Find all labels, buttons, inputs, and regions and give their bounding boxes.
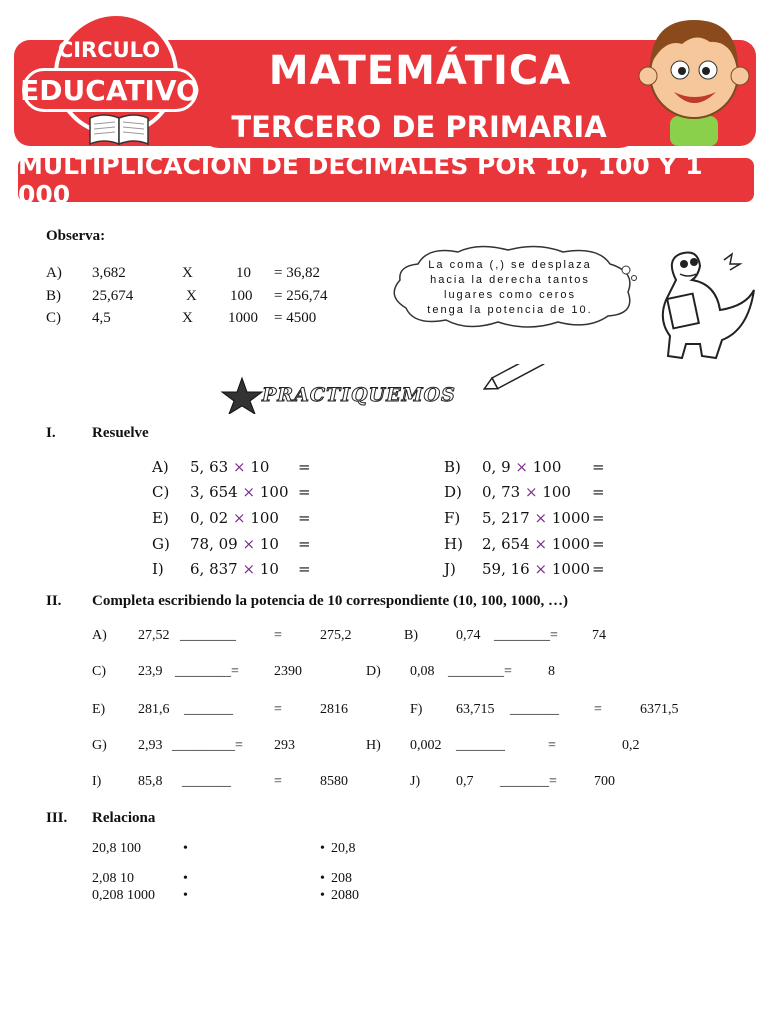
times-sign: × — [515, 458, 528, 476]
book-icon — [88, 110, 150, 148]
row-result: = 4500 — [274, 310, 317, 326]
completa-label: H) — [366, 738, 381, 753]
relaciona-left-dot[interactable]: • — [183, 841, 188, 856]
exercise-decimal: 78, 09 — [190, 535, 238, 553]
completa-result: 275,2 — [320, 628, 352, 643]
exercise-decimal: 0, 73 — [482, 483, 521, 501]
exercise-expression — [190, 560, 279, 578]
completa-blank[interactable]: _______ — [184, 702, 233, 717]
completa-blank[interactable]: _______= — [500, 774, 557, 789]
exercise-answer-blank[interactable]: = — [592, 560, 605, 578]
exercise-label: A) — [152, 458, 169, 476]
exercise-factor: 100 — [259, 483, 289, 501]
exercise-label: C) — [152, 483, 170, 501]
rule-line: tenga la potencia de 10. — [427, 304, 593, 316]
relaciona-left-dot[interactable]: • — [183, 871, 188, 886]
relaciona-right-item: 20,8 — [331, 841, 356, 856]
rule-line: lugares como ceros — [444, 289, 576, 301]
rule-line: hacia la derecha tantos — [430, 274, 590, 286]
logo-main-text: EDUCATIVO — [22, 68, 198, 112]
exercise-factor: 10 — [259, 535, 279, 553]
times-sign: × — [524, 483, 538, 501]
exercise-label: E) — [152, 509, 169, 527]
times-sign: × — [534, 560, 548, 578]
completa-result: 8580 — [320, 774, 348, 789]
completa-label: E) — [92, 702, 106, 717]
exercise-answer-blank[interactable]: = — [592, 483, 605, 501]
completa-number: 85,8 — [138, 774, 163, 789]
relaciona-right-item: 2080 — [331, 888, 359, 903]
exercise-decimal: 59, 16 — [482, 560, 530, 578]
completa-blank[interactable]: ________ — [180, 628, 236, 643]
row-label: A) — [46, 265, 62, 281]
completa-label: D) — [366, 664, 381, 679]
exercise-expression — [482, 560, 590, 578]
exercise-decimal: 3, 654 — [190, 483, 238, 501]
exercise-answer-blank[interactable]: = — [298, 509, 311, 527]
relaciona-right-item: 208 — [331, 871, 352, 886]
completa-equals: = — [274, 774, 282, 789]
relaciona-left-item: 20,8 100 — [92, 841, 141, 856]
completa-result: 8 — [548, 664, 555, 679]
section-1-number: I. — [46, 425, 56, 441]
observa-heading: Observa: — [46, 228, 106, 244]
times-sign: × — [242, 483, 256, 501]
completa-result: 2390 — [274, 664, 302, 679]
completa-equals: = — [274, 628, 282, 643]
row-result: = 256,74 — [274, 288, 328, 304]
exercise-expression — [482, 509, 590, 527]
relaciona-right-dot[interactable]: • — [320, 841, 325, 856]
exercise-decimal: 2, 654 — [482, 535, 530, 553]
exercise-expression — [190, 509, 279, 527]
exercise-answer-blank[interactable]: = — [298, 483, 311, 501]
exercise-decimal: 0, 9 — [482, 458, 511, 476]
completa-number: 23,9 — [138, 664, 163, 679]
completa-label: G) — [92, 738, 107, 753]
exercise-factor: 1000 — [551, 535, 591, 553]
exercise-decimal: 6, 837 — [190, 560, 238, 578]
exercise-expression — [482, 458, 561, 476]
exercise-label: B) — [444, 458, 461, 476]
completa-number: 0,08 — [410, 664, 435, 679]
completa-result: 293 — [274, 738, 295, 753]
exercise-factor: 100 — [250, 509, 279, 527]
exercise-expression — [190, 483, 289, 501]
exercise-expression — [190, 458, 269, 476]
relaciona-left-item: 2,08 10 — [92, 871, 134, 886]
completa-equals: = — [274, 702, 282, 717]
exercise-answer-blank[interactable]: = — [592, 535, 605, 553]
exercise-expression — [482, 483, 571, 501]
exercise-label: D) — [444, 483, 462, 501]
exercise-label: G) — [152, 535, 170, 553]
boy-mascot-icon — [636, 6, 752, 146]
completa-label: B) — [404, 628, 418, 643]
completa-blank[interactable]: _______ — [510, 702, 559, 717]
completa-label: J) — [410, 774, 421, 789]
times-sign: × — [242, 535, 256, 553]
exercise-label: F) — [444, 509, 461, 527]
section-2-title: Completa escribiendo la potencia de 10 correspondiente (10, 100, 1000, …) — [92, 593, 568, 609]
times-sign: × — [534, 535, 548, 553]
row-operator: X — [182, 310, 193, 326]
header — [0, 0, 768, 150]
completa-result: 0,2 — [622, 738, 640, 753]
completa-number: 281,6 — [138, 702, 170, 717]
exercise-factor: 10 — [259, 560, 279, 578]
completa-result: 6371,5 — [640, 702, 679, 717]
logo-top-text: CIRCULO — [57, 38, 161, 62]
completa-label: F) — [410, 702, 423, 717]
row-label: B) — [46, 288, 61, 304]
times-sign: × — [232, 458, 246, 476]
grade-subtitle: TERCERO DE PRIMARIA — [198, 106, 640, 148]
completa-label: I) — [92, 774, 102, 789]
row-factor: 100 — [230, 288, 253, 304]
completa-equals: = — [548, 738, 556, 753]
completa-result: 2816 — [320, 702, 348, 717]
dinosaur-reading-icon — [636, 240, 756, 362]
completa-blank[interactable]: _______ — [456, 738, 505, 753]
times-sign: × — [232, 509, 246, 527]
times-sign: × — [534, 509, 548, 527]
completa-result: 74 — [592, 628, 606, 643]
section-1-title: Resuelve — [92, 425, 149, 441]
exercise-label: J) — [444, 560, 456, 578]
rule-line: La coma (,) se desplaza — [428, 259, 592, 271]
completa-blank[interactable]: ________= — [494, 628, 558, 643]
row-number: 4,5 — [92, 310, 111, 326]
topic-banner: MULTIPLICACION DE DECIMALES POR 10, 100 Y 1 000 — [18, 158, 754, 202]
relaciona-right-dot[interactable]: • — [320, 888, 325, 903]
relaciona-left-item: 0,208 1000 — [92, 888, 155, 903]
exercise-answer-blank[interactable]: = — [298, 535, 311, 553]
practiquemos-title: PRACTIQUEMOS — [262, 384, 456, 406]
logo — [18, 12, 200, 146]
exercise-decimal: 5, 63 — [190, 458, 229, 476]
completa-blank[interactable]: ________= — [175, 664, 239, 679]
exercise-answer-blank[interactable]: = — [592, 458, 605, 476]
exercise-decimal: 0, 02 — [190, 509, 229, 527]
exercise-answer-blank[interactable]: = — [592, 509, 605, 527]
times-sign: × — [242, 560, 256, 578]
section-3-title: Relaciona — [92, 810, 156, 826]
completa-blank[interactable]: _______ — [182, 774, 231, 789]
completa-blank[interactable]: ________= — [448, 664, 512, 679]
exercise-factor: 10 — [250, 458, 270, 476]
exercise-expression — [482, 535, 590, 553]
completa-number: 0,002 — [410, 738, 442, 753]
row-number: 3,682 — [92, 265, 126, 281]
row-operator: X — [186, 288, 197, 304]
exercise-expression — [190, 535, 279, 553]
row-result: = 36,82 — [274, 265, 320, 281]
exercise-factor: 100 — [532, 458, 562, 476]
row-operator: X — [182, 265, 193, 281]
section-3-number: III. — [46, 810, 68, 826]
exercise-label: H) — [444, 535, 463, 553]
completa-label: C) — [92, 664, 106, 679]
exercise-factor: 1000 — [551, 509, 591, 527]
completa-blank[interactable]: _________= — [172, 738, 243, 753]
page-title: MATEMÁTICA — [210, 44, 630, 98]
relaciona-right-dot[interactable]: • — [320, 871, 325, 886]
row-factor: 10 — [236, 265, 251, 281]
rule-text — [404, 258, 616, 318]
exercise-factor: 1000 — [551, 560, 591, 578]
exercise-answer-blank[interactable]: = — [298, 560, 311, 578]
exercise-decimal: 5, 217 — [482, 509, 530, 527]
exercise-answer-blank[interactable]: = — [298, 458, 311, 476]
exercise-label: I) — [152, 560, 164, 578]
completa-number: 0,7 — [456, 774, 474, 789]
completa-result: 700 — [594, 774, 615, 789]
section-2-number: II. — [46, 593, 62, 609]
completa-number: 63,715 — [456, 702, 495, 717]
completa-equals: = — [594, 702, 602, 717]
completa-number: 0,74 — [456, 628, 481, 643]
exercise-factor: 100 — [542, 483, 571, 501]
completa-number: 27,52 — [138, 628, 170, 643]
completa-number: 2,93 — [138, 738, 163, 753]
completa-label: A) — [92, 628, 107, 643]
row-number: 25,674 — [92, 288, 134, 304]
row-factor: 1000 — [228, 310, 258, 326]
row-label: C) — [46, 310, 61, 326]
relaciona-left-dot[interactable]: • — [183, 888, 188, 903]
